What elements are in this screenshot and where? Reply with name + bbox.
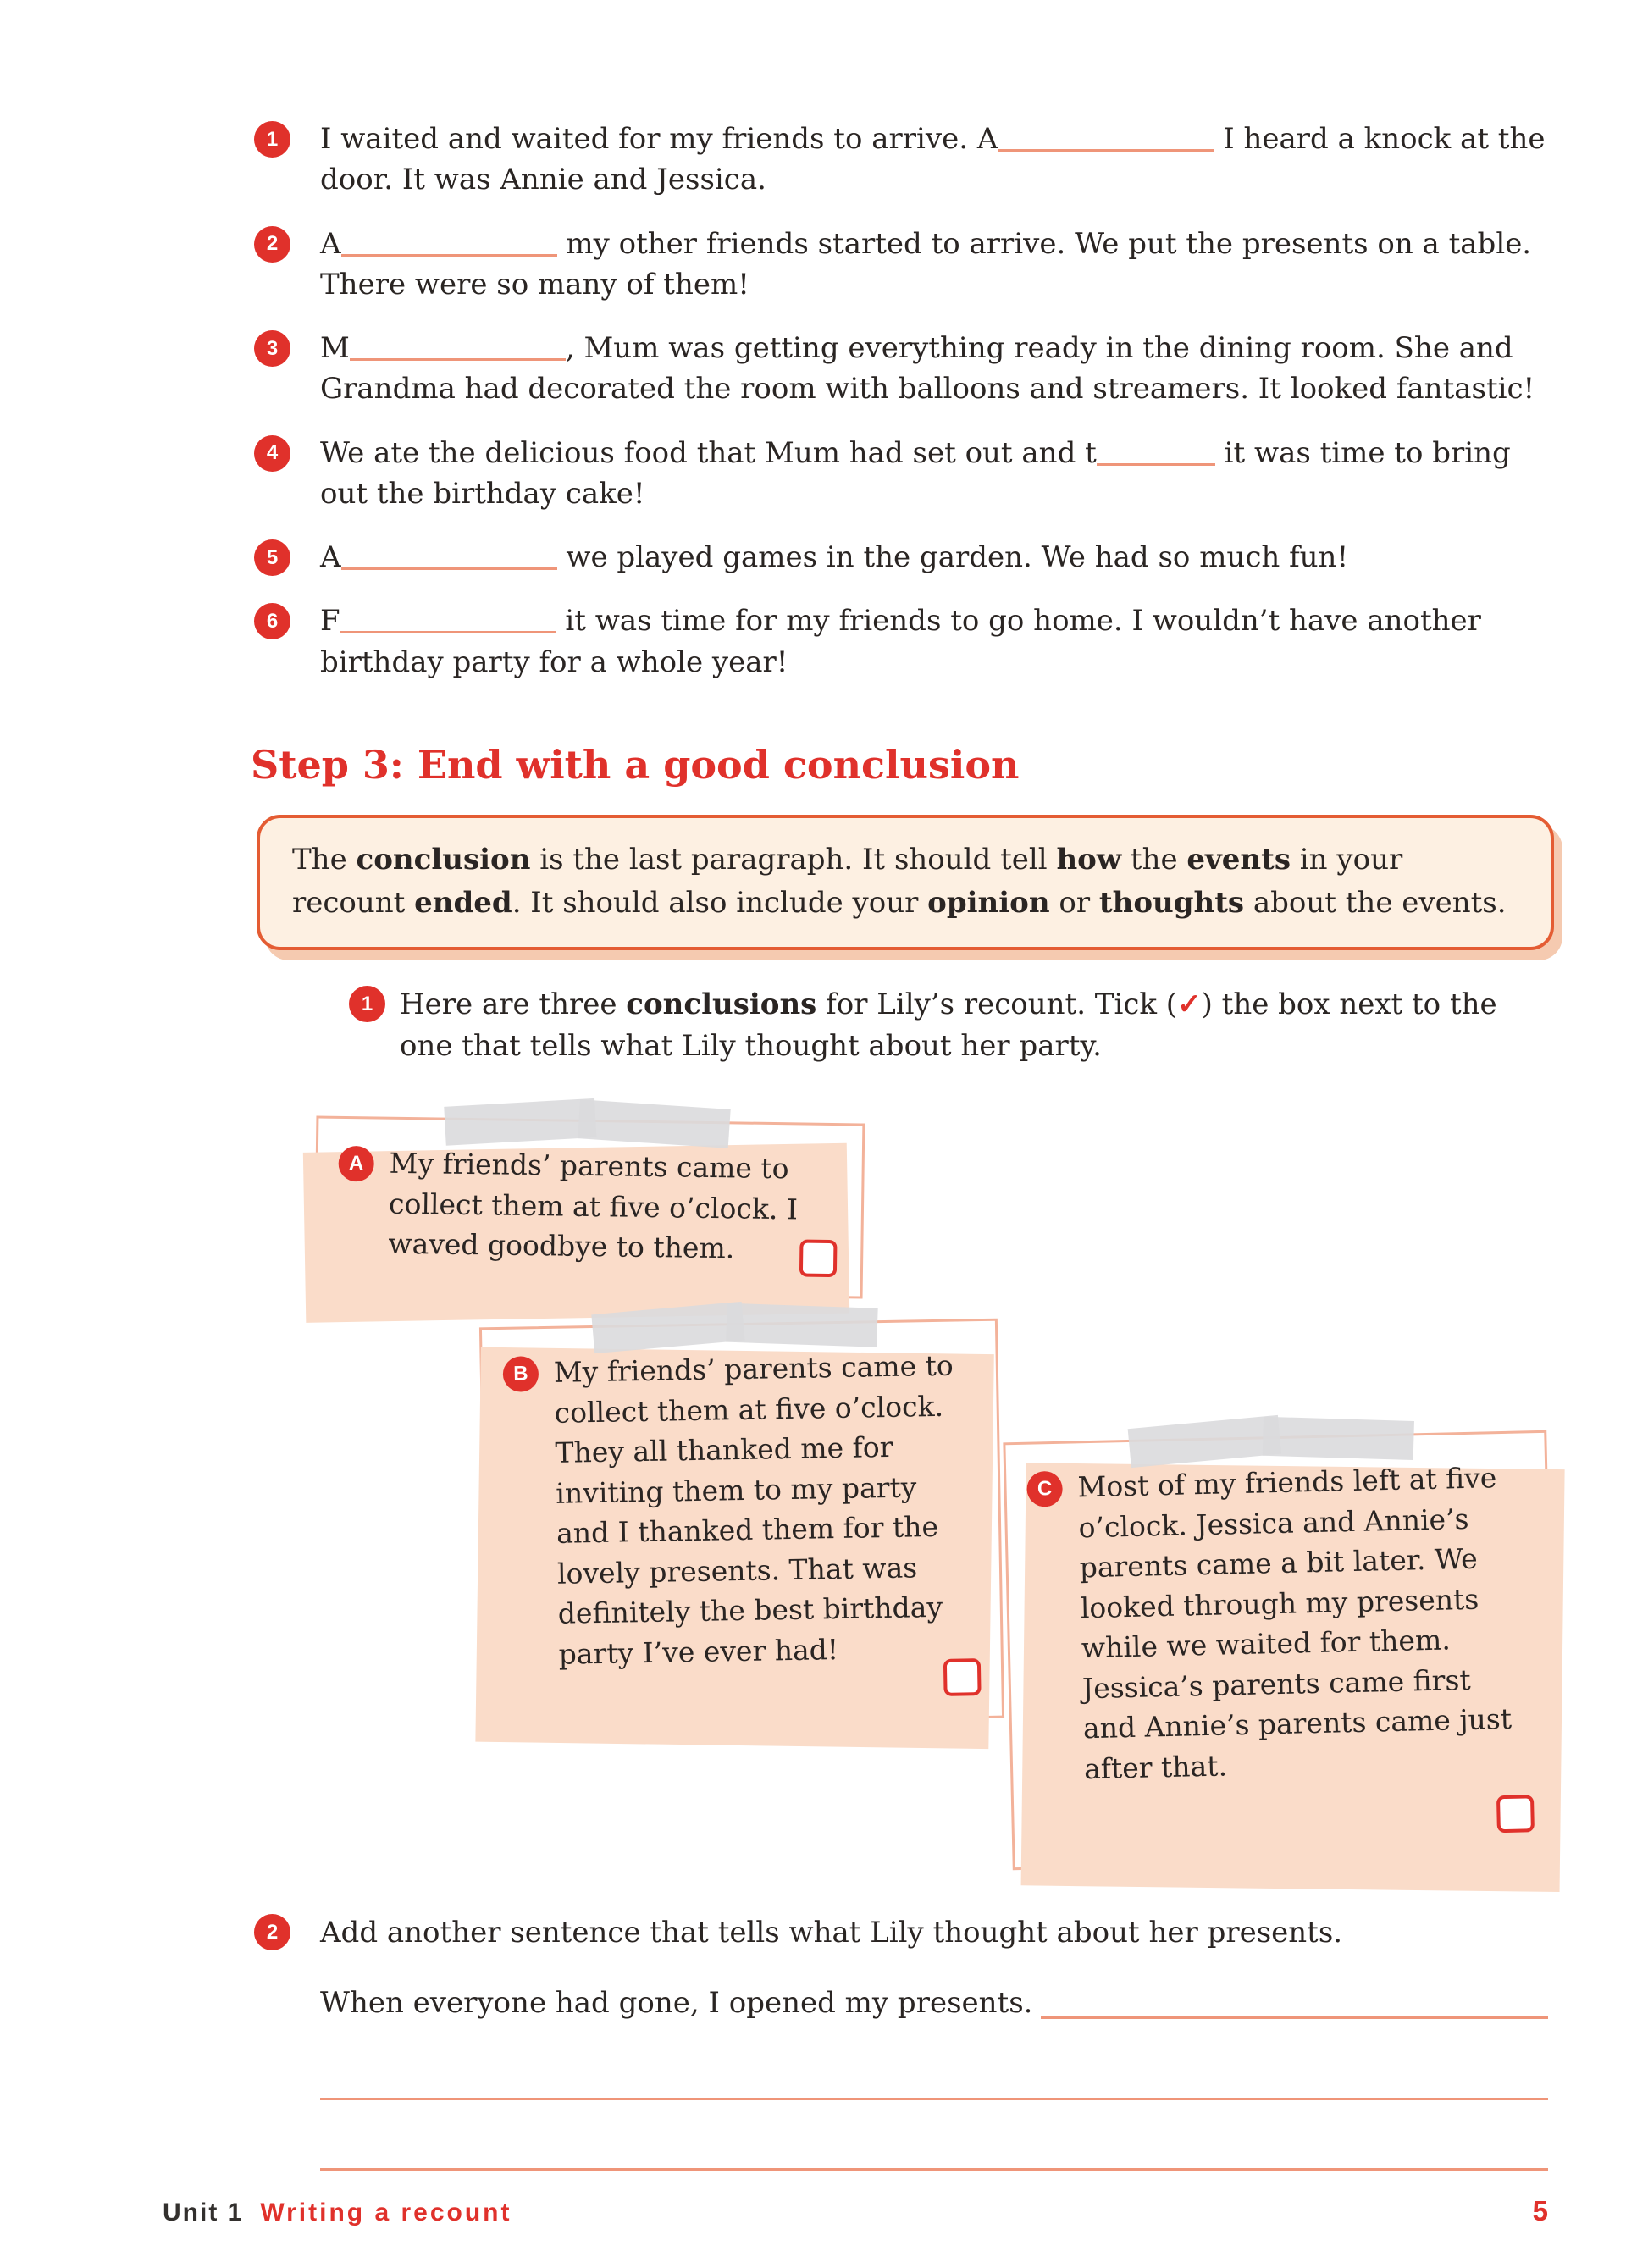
callout-text (292, 838, 1515, 925)
note-a-checkbox[interactable] (799, 1239, 838, 1277)
page-footer (163, 2195, 1548, 2227)
text-segment: opinion (927, 886, 1050, 920)
text-segment: The (292, 843, 357, 877)
item-number-badge: 4 (254, 435, 290, 472)
fill-item-text (320, 224, 1548, 306)
fill-item (254, 119, 1554, 201)
item-number-badge: 5 (254, 539, 290, 576)
fill-item-text (320, 600, 1548, 683)
blank-line[interactable] (341, 545, 557, 571)
note-c-label-badge: C (1026, 1471, 1063, 1507)
blank-line[interactable] (341, 230, 557, 257)
task-1 (349, 984, 1551, 1068)
text-segment: in your recount (292, 843, 1403, 920)
text-segment: about the events. (1244, 886, 1507, 920)
note-b-text: My friends’ parents came to collect them at five o’clock. They all thanked me for inviting them to my party and I thanked them for the lovely presents. That was definitely the best birthday party I’ve ever had! (553, 1348, 954, 1671)
text-segment: I waited and waited for my friends to arrive. A (320, 122, 998, 156)
tick-mark: ✓ (1177, 987, 1202, 1021)
text-segment: F (320, 604, 340, 639)
text-segment: we played games in the garden. We had so much fun! (556, 540, 1349, 575)
task1-number-badge: 1 (349, 986, 385, 1022)
note-b (479, 1319, 1004, 1728)
fill-item-text (320, 537, 1548, 578)
fill-item-text (320, 119, 1548, 201)
note-c-checkbox[interactable] (1496, 1795, 1535, 1833)
item-number-badge: 1 (254, 121, 290, 158)
step-heading: Step 3: End with a good conclusion (251, 742, 1020, 788)
text-segment: it was time to bring out the birthday cake! (320, 435, 1511, 511)
text-segment: We ate the delicious food that Mum had set out and t (320, 435, 1097, 470)
blank-line[interactable] (1097, 440, 1215, 466)
fill-item-text (320, 433, 1548, 515)
text-segment: . It should also include your (512, 886, 928, 920)
tape-icon (578, 1099, 731, 1148)
text-segment: conclusions (626, 987, 817, 1021)
blank-line[interactable] (340, 608, 556, 634)
tape-icon (444, 1098, 596, 1146)
text-segment: thoughts (1098, 886, 1245, 920)
fill-item (254, 600, 1554, 683)
note-b-label-badge: B (503, 1356, 539, 1392)
footer-section: Writing a recount (260, 2199, 512, 2227)
tape-icon (1128, 1415, 1281, 1468)
answer-line-2[interactable] (320, 2098, 1548, 2100)
text-segment: conclusion (356, 843, 531, 877)
task2-text: Add another sentence that tells what Lily thought about her presents. (320, 1916, 1343, 1950)
text-segment: or (1049, 886, 1099, 920)
text-segment: Here are three (400, 987, 627, 1021)
answer-line-1[interactable] (1041, 2016, 1548, 2019)
text-segment: A (320, 540, 341, 575)
text-segment: events (1186, 843, 1291, 877)
item-number-badge: 2 (254, 226, 290, 263)
starter-text: When everyone had gone, I opened my presents. (320, 1986, 1033, 2021)
text-segment: , Mum was getting everything ready in the dining room. She and Grandma had decorated the room with balloons and streamers. It looked fantastic! (320, 331, 1535, 407)
text-segment: ended (414, 886, 512, 920)
note-a-label-badge: A (338, 1146, 374, 1182)
note-c-text: Most of my friends left at five o’clock. Jessica and Annie’s parents came a bit later. We looked through my presents while we waited for them. Jessica’s parents came first and Annie’s parents came just after that. (1077, 1461, 1513, 1785)
blank-line[interactable] (998, 125, 1214, 152)
text-segment: for Lily’s recount. Tick ( (816, 987, 1178, 1021)
task2-number-badge: 2 (254, 1914, 290, 1950)
fill-item (254, 328, 1554, 410)
item-number-badge: 6 (254, 603, 290, 639)
note-a (314, 1115, 865, 1298)
note-c (1003, 1430, 1556, 1870)
fill-item (254, 224, 1554, 306)
text-segment: the (1121, 843, 1187, 877)
fill-item-text (320, 328, 1548, 410)
task-2 (254, 1912, 1554, 2171)
text-segment: is the last paragraph. It should tell (530, 843, 1057, 877)
text-segment: A (320, 226, 341, 261)
text-segment: how (1056, 843, 1122, 877)
task1-text (349, 984, 1551, 1068)
fill-item (254, 433, 1554, 515)
tape-icon (1263, 1417, 1414, 1460)
note-b-checkbox[interactable] (943, 1658, 982, 1696)
note-a-text: My friends’ parents came to collect them at five o’clock. I waved goodbye to them. (388, 1146, 799, 1265)
starter-sentence (320, 1983, 1548, 2024)
footer-unit: Unit 1 (163, 2199, 244, 2227)
text-segment: ) the box next to the one that tells what Lily thought about her party. (400, 987, 1497, 1064)
tape-icon (726, 1303, 877, 1347)
footer-page-number: 5 (1532, 2195, 1548, 2227)
text-segment: my other friends started to arrive. We put the presents on a table. There were so many of them! (320, 226, 1532, 301)
fill-exercise-list (254, 119, 1554, 705)
text-segment: it was time for my friends to go home. I wouldn’t have another birthday party for a whole year! (320, 604, 1481, 679)
conclusion-callout (257, 815, 1554, 950)
fill-item (254, 537, 1554, 578)
blank-line[interactable] (350, 335, 566, 361)
text-segment: I heard a knock at the door. It was Annie and Jessica. (320, 122, 1546, 197)
text-segment: M (320, 331, 350, 366)
answer-line-3[interactable] (320, 2168, 1548, 2171)
item-number-badge: 3 (254, 330, 290, 367)
